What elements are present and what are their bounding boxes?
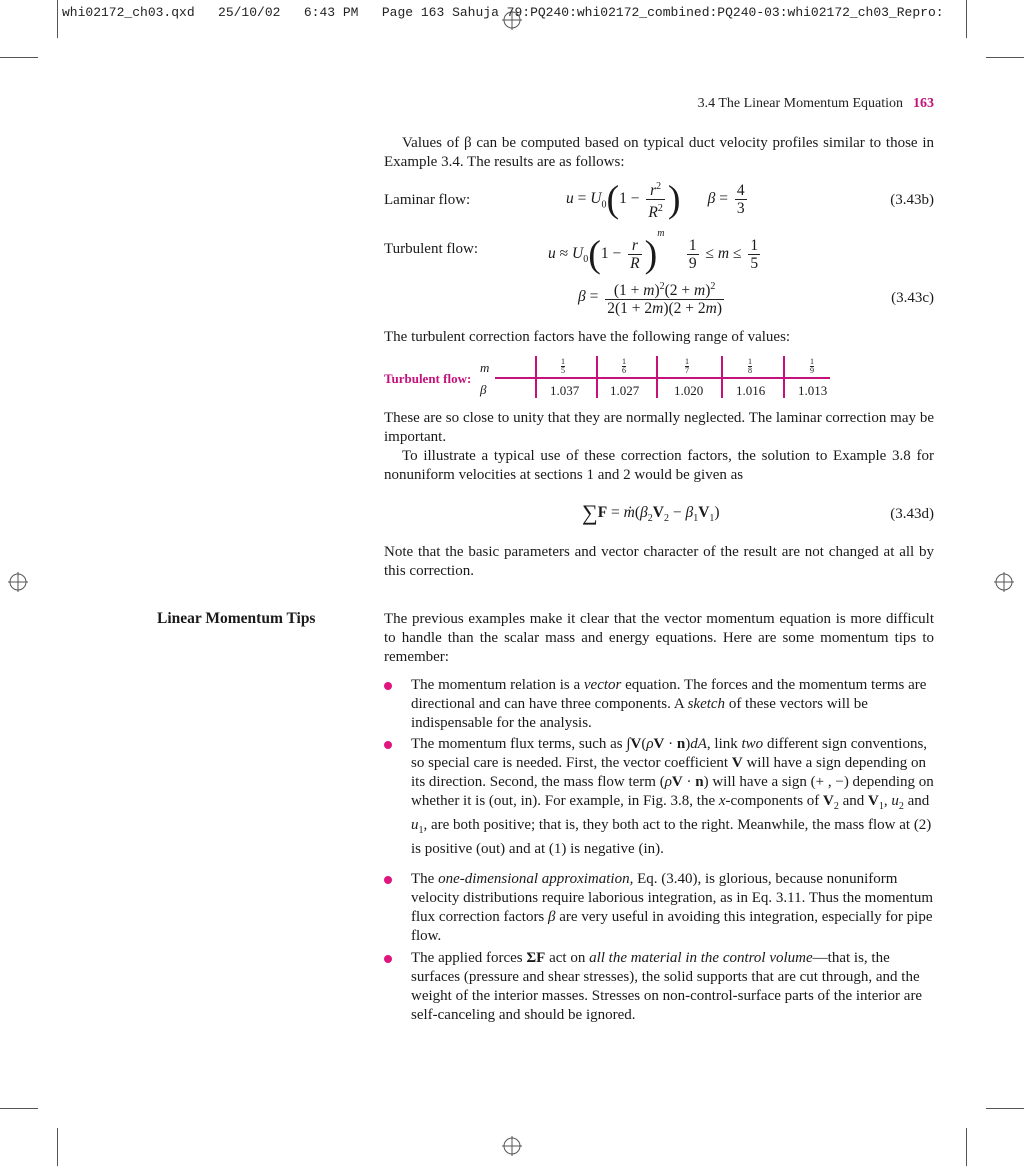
table-rule xyxy=(596,356,598,398)
laminar-label: Laminar flow: xyxy=(384,192,471,208)
table-beta-cell: 1.027 xyxy=(610,383,640,398)
crop-mark xyxy=(0,57,38,58)
equation-number: (3.43b) xyxy=(890,192,934,208)
table-rule xyxy=(783,356,785,398)
table-rule xyxy=(495,377,830,379)
registration-mark-icon xyxy=(502,1136,522,1156)
note-paragraph: Note that the basic parameters and vector character of the result are not changed at all by this correction. xyxy=(384,544,934,579)
equation-number: (3.43c) xyxy=(891,290,934,306)
crop-mark xyxy=(57,0,58,38)
bullet-icon xyxy=(384,741,392,749)
bullet-icon xyxy=(384,955,392,963)
table-m-cell: 1 9 xyxy=(810,357,814,375)
tip-item: The momentum flux terms, such as ∫V(ρV · n)dA, link two different sign conventions, so special care is needed. First, the vector coefficient V will have a sign depending on its direction. Second, the mass flow term (ρV · n) will have a sign (+ , −) depending on whether it is (out, in). For example, in Fig. 3.8, the x-components of $V_2$ and $V_1$, $u_2$ and $u_1$, are both positive; that is, they both act to the right. Meanwhile, the mass flow at (2) is positive (out) and at (1) is negative (in). xyxy=(411,736,934,857)
close-paragraph: These are so close to unity that they are normally neglected. The laminar correction may be important. xyxy=(384,410,934,445)
tip-item: The applied forces ΣF act on all the material in the control volume—that is, the surfaces (pressure and shear stresses), the solid supports that are cut through, and the weight of the interior masses. Stresses on non-control-surface parts of the interior are self-canceling and should be ignored. xyxy=(411,950,923,1023)
table-rule xyxy=(535,356,537,398)
laminar-equation: $u = U_0(1$ − $\frac{r^2}{R^2}$ ) β = $\frac{4}{3}$ xyxy=(566,178,745,222)
table-beta-cell: 1.013 xyxy=(798,383,828,398)
section-heading: Linear Momentum Tips xyxy=(157,610,316,627)
table-m-header: m xyxy=(480,360,490,375)
table-beta-header: β xyxy=(480,382,487,397)
equation-number: (3.43d) xyxy=(890,506,934,522)
crop-mark xyxy=(966,1128,967,1166)
table-beta-cell: 1.037 xyxy=(550,383,580,398)
registration-mark-icon xyxy=(8,572,28,592)
table-rule xyxy=(656,356,658,398)
table-m-cell: 1 7 xyxy=(685,357,689,375)
tip-item: The one-dimensional approximation, Eq. (3.40), is glorious, because nonuniform velocity distributions require laborious integration, as in Eq. 3.11. Thus the momentum flux correction factors β are very useful in avoiding this integration, especially for pipe flow. xyxy=(411,871,934,944)
range-sentence: The turbulent correction factors have the following range of values: xyxy=(384,329,791,345)
crop-mark xyxy=(966,0,967,38)
running-head xyxy=(698,96,934,112)
page-number: 163 xyxy=(913,96,934,111)
crop-mark xyxy=(986,1108,1024,1109)
running-head-title: 3.4 The Linear Momentum Equation xyxy=(697,96,903,111)
sum-equation: $\sum F = ṁ(\beta_2V_2 - \beta_1V_1)$ xyxy=(582,500,720,525)
bullet-icon xyxy=(384,876,392,884)
crop-mark xyxy=(986,57,1024,58)
beta-equation: β = $\frac{(1 + m)^2(2 + m)^2}{2(1 + 2m)(2 + 2m)}$ xyxy=(578,281,723,318)
table-beta-cell: 1.020 xyxy=(674,383,704,398)
table-m-cell: 1 6 xyxy=(622,357,626,375)
registration-mark-icon xyxy=(994,572,1014,592)
illustrate-paragraph: To illustrate a typical use of these correction factors, the solution to Example 3.8 for nonuniform velocities at sections 1 and 2 would be given as xyxy=(384,448,934,483)
bullet-icon xyxy=(384,682,392,690)
registration-mark-icon xyxy=(502,10,522,30)
table-rule xyxy=(721,356,723,398)
table-label: Turbulent flow: xyxy=(384,371,472,386)
crop-mark xyxy=(57,1128,58,1166)
turbulent-label: Turbulent flow: xyxy=(384,241,479,257)
tip-item: The momentum relation is a vector equation. The forces and the momentum terms are directional and can have three components. A sketch of these vectors will be indispensable for the analysis. xyxy=(411,677,927,731)
slug-line: whi02172_ch03.qxd 25/10/02 6:43 PM Page 163 Sahuja 79:PQ240:whi02172_combined:PQ240-03:whi02172_ch03_Repro: xyxy=(62,5,944,20)
intro-paragraph: Values of β can be computed based on typical duct velocity profiles similar to those in Example 3.4. The results are as follows: xyxy=(384,135,934,170)
table-m-cell: 1 5 xyxy=(561,357,565,375)
turbulent-equation: $u \approx U_0(1$ − $\frac{r}{R}$ )$^m$ $\frac{1}{9}$ ≤ m ≤ $\frac{1}{5}$ xyxy=(548,228,759,276)
crop-mark xyxy=(0,1108,38,1109)
table-beta-cell: 1.016 xyxy=(736,383,766,398)
tips-intro: The previous examples make it clear that the vector momentum equation is more difficult to handle than the scalar mass and energy equations. Here are some momentum tips to remember: xyxy=(384,611,934,665)
table-m-cell: 1 8 xyxy=(748,357,752,375)
